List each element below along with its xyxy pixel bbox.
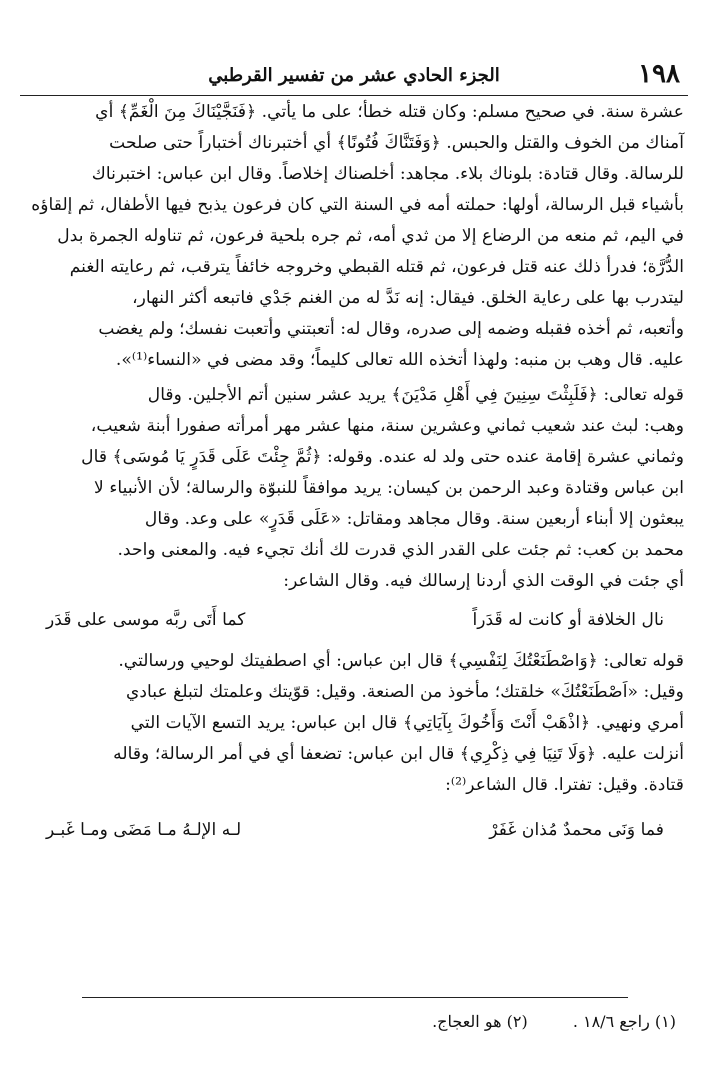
text-line: وهب: لبث عند شعيب ثماني وعشرين سنة، منها عشر مهر أمرأته صفورا أبنة شعيب،: [90, 416, 684, 436]
footnote-divider: [82, 997, 628, 998]
text-line: للرسالة. وقال قتادة: بلوناك بلاء. مجاهد: أخلصناك إخلاصاً. وقال ابن عباس: اختبرناك: [91, 164, 684, 184]
verse-first-hemistich: فما وَنَى محمدٌ مُذان غَفَرْ: [489, 820, 664, 840]
text-line: ابن عباس وقتادة وعبد الرحمن بن كيسان: يريد موافقاً للنبوّة والرسالة؛ لأن الأنبياء لا: [94, 478, 684, 498]
poetry-verse: [20, 815, 684, 846]
text-line: في اليم، ثم منعه من الرضاع إلا من ثدي أمه، ثم جره بلحية فرعون، ثم تناوله الجمرة بدل: [57, 226, 684, 246]
text-line: يبعثون إلا أبناء أربعين سنة. وقال مجاهد ومقاتل: «عَلَى قَدَرٍ» على وعد. وقال: [144, 509, 684, 529]
text-line: بأشياء قبل الرسالة، أولها: حملته أمه في السنة التي كان فرعون يذبح فيها الأطفال، ثم إلقاؤه: [31, 195, 684, 215]
text-line: الدُّرَّة؛ فدرأ ذلك عنه قتل فرعون، ثم قتله القبطي وخروجه خائفاً يترقب، ثم رعايته الغنم: [69, 257, 684, 277]
page-number: ١٩٨: [638, 59, 680, 89]
page-header: [20, 55, 688, 96]
text-line: قوله تعالى: ﴿وَاصْطَنَعْتُكَ لِنَفْسِي﴾ قال ابن عباس: أي اصطفيتك لوحيي ورسالتي.: [118, 651, 684, 671]
verse-second-hemistich: لـه الإلـهُ مـا مَضَى ومـا غَبـر: [46, 820, 242, 840]
verse-first-hemistich: نال الخلافة أو كانت له قَدَراً: [472, 610, 664, 630]
text-line: أنزلت عليه. ﴿وَلَا تَنِيَا فِي ذِكْرِي﴾ قال ابن عباس: تضعفا أي في أمر الرسالة؛ وقاله: [113, 744, 684, 764]
text-line: قوله تعالى: ﴿فَلَبِثْتَ سِنِينَ فِي أَهْلِ مَدْيَنَ﴾ يريد عشر سنين أتم الأجلين. وقال: [147, 385, 684, 405]
text-line: وثماني عشرة إقامة عنده حتى ولد له عنده. وقوله: ﴿ثُمَّ جِئْتَ عَلَى قَدَرٍ يَا مُوسَى﴾ قال: [81, 447, 684, 467]
text-line: آمناك من الخوف والقتل والحبس. ﴿وَفَتَنَّاكَ فُتُونًا﴾ أي أختبرناك أختباراً حتى صلحت: [109, 133, 684, 153]
text-line: وأتعبه، ثم أخذه فقبله وضمه إلى صدره، وقال له: أتعبتني وأتعبت نفسك؛ ولم يغضب: [98, 319, 684, 339]
text-line: قتادة. وقيل: تفترا. قال الشاعر⁽²⁾:: [445, 775, 684, 795]
footnote-1: (١) راجع ١٨/٦ .: [572, 1012, 676, 1031]
body-text: [20, 97, 684, 856]
running-title: الجزء الحادي عشر من تفسير القرطبي: [208, 65, 500, 86]
text-line: أمري ونهيي. ﴿اذْهَبْ أَنْتَ وَأَخُوكَ بِآيَاتِي﴾ قال ابن عباس: يريد التسع الآيات التي: [130, 713, 684, 733]
verse-second-hemistich: كما أَتَى ربَّه موسى على قَدَر: [46, 610, 246, 630]
text-line: وقيل: «اَصْطَنَعْتُكَ» خلقتك؛ مأخوذ من الصنعة. وقيل: قوّيتك وعلمتك لتبلغ عبادي: [125, 682, 684, 702]
footnote-2: (٢) هو العجاج.: [432, 1012, 528, 1031]
text-line: عليه. قال وهب بن منبه: ولهذا أتخذه الله تعالى كليماً؛ وقد مضى في «النساء⁽¹⁾».: [115, 350, 684, 370]
poetry-verse: [20, 605, 684, 636]
text-line: ليتدرب بها على رعاية الخلق. فيقال: إنه نَدَّ له من الغنم جَدْي فاتبعه أكثر النهار،: [132, 288, 684, 308]
text-line: أي جئت في الوقت الذي أردنا إرسالك فيه. وقال الشاعر:: [283, 571, 684, 591]
text-line: محمد بن كعب: ثم جئت على القدر الذي قدرت لك أنك تجيء فيه. والمعنى واحد.: [117, 540, 684, 560]
text-line: عشرة سنة. في صحيح مسلم: وكان قتله خطأ؛ على ما يأتي. ﴿فَنَجَّيْنَاكَ مِنَ الْغَمِّ﴾ أي: [95, 102, 684, 122]
footnotes: [392, 1012, 676, 1031]
